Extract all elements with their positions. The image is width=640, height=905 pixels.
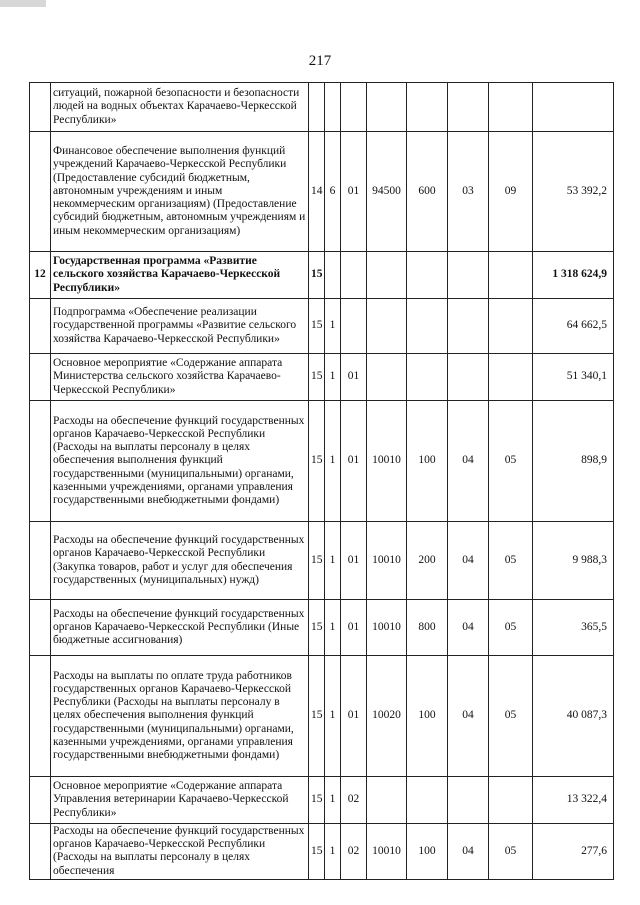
code-event: 01	[341, 132, 367, 252]
table-row	[30, 83, 614, 132]
code-direction: 10020	[367, 656, 407, 777]
code-program: 15	[309, 600, 325, 656]
table-row	[30, 656, 614, 777]
code-section	[448, 83, 489, 132]
row-amount: 40 087,3	[533, 656, 614, 777]
row-name: Государственная программа «Развитие сельского хозяйства Карачаево-Черкесской Республики»	[51, 252, 309, 299]
code-subsection	[489, 777, 533, 824]
table-row	[30, 522, 614, 600]
code-event: 02	[341, 777, 367, 824]
code-event: 01	[341, 600, 367, 656]
code-section: 04	[448, 600, 489, 656]
code-direction: 10010	[367, 401, 407, 522]
code-subprogram: 1	[325, 777, 341, 824]
code-expense-type	[407, 777, 448, 824]
code-direction: 94500	[367, 132, 407, 252]
code-section	[448, 777, 489, 824]
code-expense-type	[407, 252, 448, 299]
table-row	[30, 777, 614, 824]
code-direction: 10010	[367, 600, 407, 656]
table-row	[30, 824, 614, 880]
code-section: 04	[448, 401, 489, 522]
code-direction	[367, 299, 407, 354]
code-event	[341, 83, 367, 132]
row-amount: 898,9	[533, 401, 614, 522]
row-name: Расходы на обеспечение функций государственных органов Карачаево-Черкесской Республики (Иные бюджетные ассигнования)	[51, 600, 309, 656]
code-direction	[367, 777, 407, 824]
row-name: Основное мероприятие «Содержание аппарата Министерства сельского хозяйства Карачаево-Черкесской Республики»	[51, 354, 309, 401]
code-subprogram: 1	[325, 824, 341, 880]
row-number	[30, 522, 51, 600]
code-event: 01	[341, 354, 367, 401]
row-amount	[533, 83, 614, 132]
code-event: 01	[341, 522, 367, 600]
code-subsection: 05	[489, 824, 533, 880]
code-expense-type	[407, 83, 448, 132]
row-number: 12	[30, 252, 51, 299]
code-subsection: 09	[489, 132, 533, 252]
row-amount: 64 662,5	[533, 299, 614, 354]
code-expense-type: 100	[407, 824, 448, 880]
code-section	[448, 354, 489, 401]
row-name: Расходы на обеспечение функций государственных органов Карачаево-Черкесской Республики (Расходы на выплаты персоналу в целях обеспечения	[51, 824, 309, 880]
table-row	[30, 132, 614, 252]
code-program: 15	[309, 401, 325, 522]
row-name: Основное мероприятие «Содержание аппарата Управления ветеринарии Карачаево-Черкесской Республики»	[51, 777, 309, 824]
code-program	[309, 83, 325, 132]
scan-corner-mark	[0, 0, 46, 7]
code-event: 02	[341, 824, 367, 880]
row-name: Расходы на выплаты по оплате труда работников государственных органов Карачаево-Черкесской Республики (Расходы на выплаты персоналу в целях обеспечения выполнения функций государственными (муниципальными) органами, казенными учреждениями, органами управления государственными внебюджетными фондами)	[51, 656, 309, 777]
code-expense-type: 100	[407, 656, 448, 777]
code-program: 15	[309, 777, 325, 824]
code-subprogram: 1	[325, 656, 341, 777]
code-subprogram: 1	[325, 354, 341, 401]
code-event	[341, 299, 367, 354]
code-program: 15	[309, 522, 325, 600]
row-name: Расходы на обеспечение функций государственных органов Карачаево-Черкесской Республики (Закупка товаров, работ и услуг для обеспечения государственных (муниципальных) нужд)	[51, 522, 309, 600]
code-subprogram: 1	[325, 299, 341, 354]
code-event: 01	[341, 401, 367, 522]
code-subsection	[489, 299, 533, 354]
row-amount: 51 340,1	[533, 354, 614, 401]
code-section: 03	[448, 132, 489, 252]
row-number	[30, 83, 51, 132]
code-expense-type: 800	[407, 600, 448, 656]
page-number: 217	[308, 53, 332, 69]
table-row	[30, 354, 614, 401]
code-program: 15	[309, 354, 325, 401]
row-amount: 9 988,3	[533, 522, 614, 600]
row-number	[30, 299, 51, 354]
code-expense-type	[407, 299, 448, 354]
code-expense-type: 200	[407, 522, 448, 600]
row-number	[30, 401, 51, 522]
code-direction	[367, 354, 407, 401]
code-subsection: 05	[489, 656, 533, 777]
code-subsection	[489, 354, 533, 401]
code-section: 04	[448, 824, 489, 880]
row-name: Расходы на обеспечение функций государственных органов Карачаево-Черкесской Республики (Расходы на выплаты персоналу в целях обеспечения выполнения функций государственными (муниципальными) органами, казенными учреждениями, органами управления государственными внебюджетными фондами)	[51, 401, 309, 522]
row-amount: 277,6	[533, 824, 614, 880]
code-program: 15	[309, 824, 325, 880]
table-row	[30, 252, 614, 299]
code-subsection	[489, 252, 533, 299]
table-row	[30, 299, 614, 354]
row-amount: 53 392,2	[533, 132, 614, 252]
code-subsection	[489, 83, 533, 132]
row-number	[30, 354, 51, 401]
table-row	[30, 600, 614, 656]
row-amount: 13 322,4	[533, 777, 614, 824]
code-subsection: 05	[489, 401, 533, 522]
code-expense-type	[407, 354, 448, 401]
code-subprogram: 1	[325, 600, 341, 656]
code-section	[448, 252, 489, 299]
code-program: 15	[309, 299, 325, 354]
code-event: 01	[341, 656, 367, 777]
budget-table	[29, 82, 614, 880]
code-direction	[367, 252, 407, 299]
code-program: 14	[309, 132, 325, 252]
row-number	[30, 132, 51, 252]
code-section: 04	[448, 522, 489, 600]
code-program: 15	[309, 252, 325, 299]
code-subprogram: 1	[325, 401, 341, 522]
code-section: 04	[448, 656, 489, 777]
code-subprogram: 1	[325, 522, 341, 600]
code-direction: 10010	[367, 522, 407, 600]
table-body	[30, 83, 614, 880]
row-name: ситуаций, пожарной безопасности и безопасности людей на водных объектах Карачаево-Черкесской Республики»	[51, 83, 309, 132]
code-subprogram: 6	[325, 132, 341, 252]
row-amount: 1 318 624,9	[533, 252, 614, 299]
table-row	[30, 401, 614, 522]
code-event	[341, 252, 367, 299]
code-subprogram	[325, 83, 341, 132]
code-direction	[367, 83, 407, 132]
row-number	[30, 824, 51, 880]
code-direction: 10010	[367, 824, 407, 880]
code-expense-type: 600	[407, 132, 448, 252]
code-subprogram	[325, 252, 341, 299]
row-amount: 365,5	[533, 600, 614, 656]
row-number	[30, 777, 51, 824]
row-number	[30, 600, 51, 656]
row-number	[30, 656, 51, 777]
code-program: 15	[309, 656, 325, 777]
code-section	[448, 299, 489, 354]
row-name: Финансовое обеспечение выполнения функций учреждений Карачаево-Черкесской Республики (Предоставление субсидий бюджетным, автономным учреждениям и иным некоммерческим организациям) (Предоставление субсидий бюджетным, автономным учреждениям и иным некоммерческим организациям)	[51, 132, 309, 252]
code-subsection: 05	[489, 600, 533, 656]
code-expense-type: 100	[407, 401, 448, 522]
code-subsection: 05	[489, 522, 533, 600]
row-name: Подпрограмма «Обеспечение реализации государственной программы «Развитие сельского хозяйства Карачаево-Черкесской Республики»	[51, 299, 309, 354]
